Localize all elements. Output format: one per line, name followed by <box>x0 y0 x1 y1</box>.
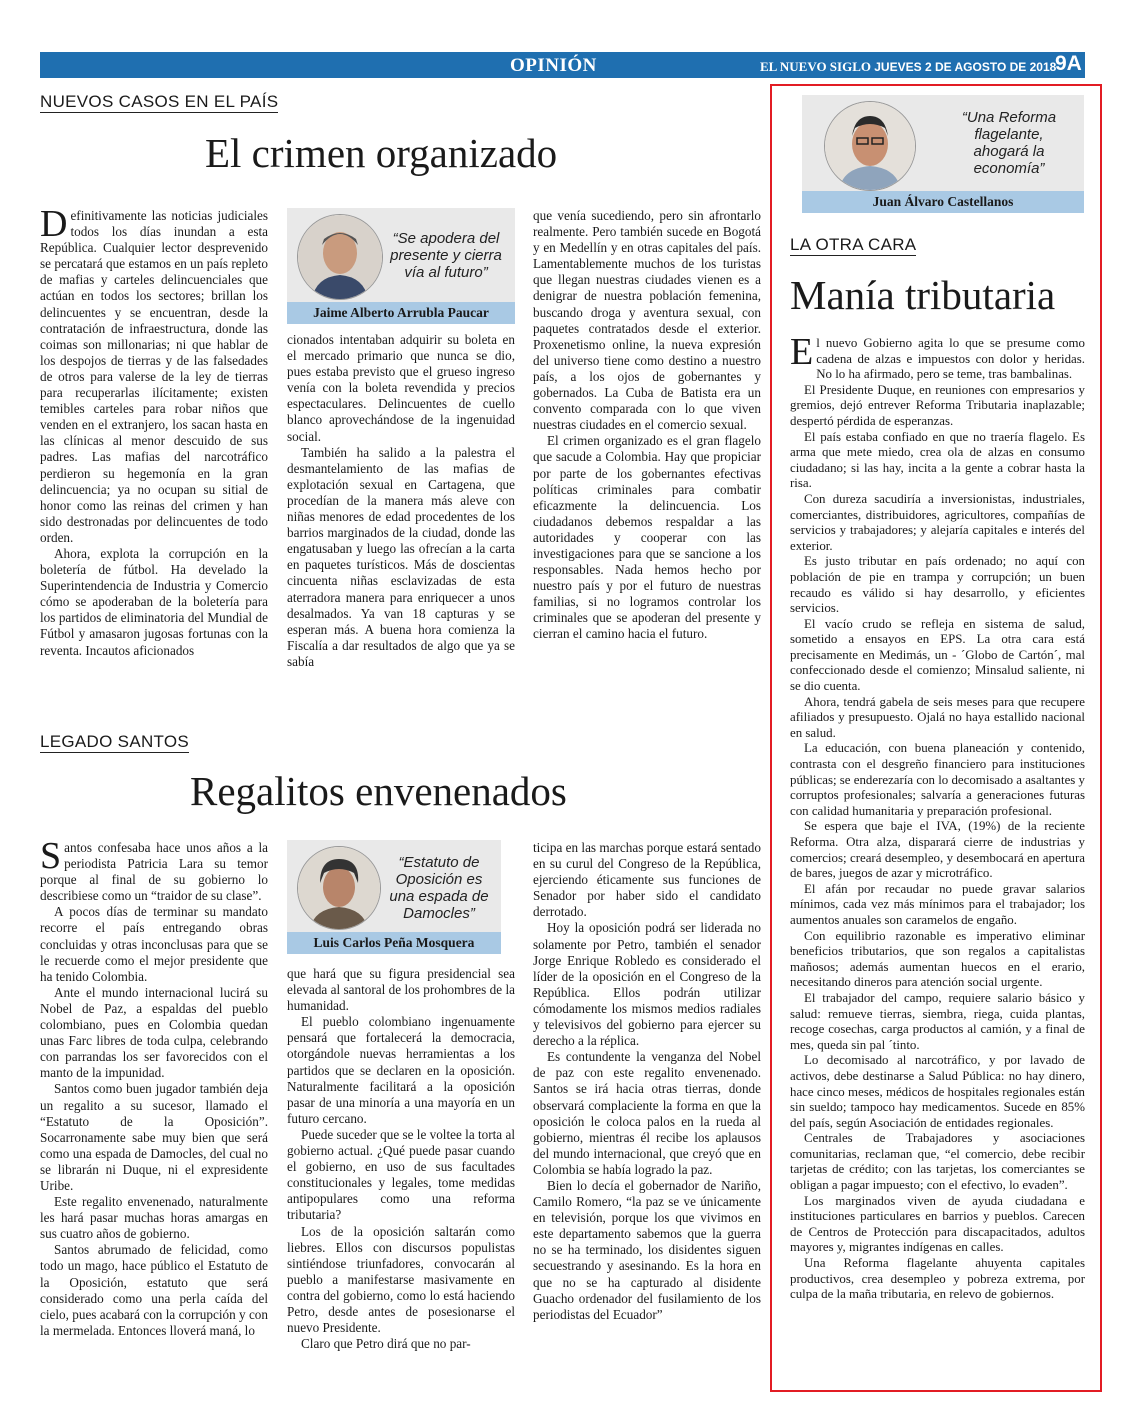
article2-kicker: LEGADO SANTOS <box>40 732 190 751</box>
paragraph: Los de la oposición saltarán como liebres. Ellos con discursos populistas sintiéndose triunfadores, convocarán al pueblo a manifestarse masivamente en contra del gobierno, como lo está haciendo Petro, desde antes de posesionarse el nuevo Presidente. <box>287 1223 515 1336</box>
pull-quote: “Estatuto de Oposición es una espada de Damocles” <box>389 854 489 922</box>
paragraph: Santos como buen jugador también deja un regalito a su sucesor, llamado el “Estatuto de la Oposición”. Socarronamente sabe muy bien que será como una espada de Damocles, del cual no se librarán ni Duque, ni el expresidente Uribe. <box>40 1081 268 1193</box>
section-title: OPINIÓN <box>510 55 597 76</box>
article2-column-2 <box>287 966 515 1360</box>
paragraph: Este regalito envenenado, naturalmente les hará pasar muchas horas amargas en sus cuatro años de gobierno. <box>40 1194 268 1242</box>
paragraph: Es justo tributar en país ordenado; no aquí con población de pie en trampa y corrupción; un buen recaudo es válido si hay desarrollo, y eficientes servicios. <box>790 554 1085 616</box>
paragraph: Una Reforma flagelante ahuyenta capitales productivos, crea desempleo y pobreza extrema, por culpa de la maña tributaria, en relevo de gobiernos. <box>790 1256 1085 1302</box>
paragraph: Ante el mundo internacional lucirá su Nobel de Paz, a espaldas del pueblo colombiano, pues en Colombia quedan unas Farc libres de toda culpa, celebrando con parrandas los ser favorecidos con el manto de la impunidad. <box>40 984 268 1081</box>
paragraph: El crimen organizado es el gran flagelo que sacude a Colombia. Hay que propiciar por parte de los gobernantes efectivas políticas criminales para combatir eficazmente la delincuencia. Los ciudadanos debemos respaldar a las autoridades y cooperar con las investigaciones para que se sancione a los responsables. Nada hemos hecho por nuestro país y por el futuro de nuestras familias, si no logramos controlar los criminales que se apoderan del presente y cierran el camino hacia el futuro. <box>533 433 761 642</box>
paragraph: El país estaba confiado en que no traería flagelo. Es arma que mete miedo, crea ola de alzas en consumo ciudadano; si las hay, incita a la gente a cobrar hasta la risa. <box>790 429 1085 491</box>
paragraph: antos confesaba hace unos años a la periodista Patricia Lara su temor porque al final de su gobierno lo describiese como un “traidor de su clase”. <box>40 840 268 904</box>
pull-quote: “Una Reforma flagelante, ahogará la economía” <box>961 109 1057 177</box>
article2-title: Regalitos envenenados <box>190 768 567 814</box>
masthead-line <box>760 59 1056 75</box>
paragraph: Se espera que baje el IVA, (19%) de la reciente Reforma. Otra alza, disparará cierre de industrias y comercios; creará desempleo, y desembocará en apertura de bares, juegos de azar y microtráfico. <box>790 819 1085 881</box>
paragraph: Los marginados viven de ayuda ciudadana e instituciones particulares en barrios y pueblos. Carecen de Centros de Protección para discapacitados, adultos mayores y, migrantes indígenas en calles. <box>790 1193 1085 1255</box>
article2-column-1 <box>40 840 268 1360</box>
paragraph: Santos abrumado de felicidad, como todo un mago, hace público el Estatuto de la Oposición, estatuto que será considerado como una perla caída del cielo, pues acabará con la corrupción y con la mermelada. Entonces lloverá maná, lo <box>40 1242 268 1338</box>
author-photo <box>824 101 916 191</box>
article1-column-1 <box>40 208 268 676</box>
article1-kicker: NUEVOS CASOS EN EL PAÍS <box>40 92 279 111</box>
paragraph: También ha salido a la palestra el desmantelamiento de las mafias de explotación sexual en Cartagena, que procedían de la manera más aleve con niñas menores de edad procedentes de los barrios marginados de la ciudad, donde las engatusaban y luego las ofrecían a la carta en paquetes turísticos. Más de doscientas cincuenta niñas esclavizadas de esta aterradora manera para enriquecer a unos desalmados. Ya van 18 capturas y se esperan más. A buena hora comienza la Fiscalía a dar resultados de algo que ya se sabía <box>287 444 515 669</box>
dropcap: S <box>40 840 62 877</box>
article3-title: Manía tributaria <box>790 272 1056 318</box>
paragraph: El Presidente Duque, en reuniones con empresarios y gremios, dejó entrever Reforma Tributaria inaplazable; despertó pérdida de esperanzas. <box>790 382 1085 428</box>
article3-body <box>790 336 1085 1352</box>
paragraph: A pocos días de terminar su mandato recorre el país entregando obras concluidas y otras inconclusas para que se le recuerde como el mejor presidente que ha tenido Colombia. <box>40 904 268 984</box>
paragraph: que venía sucediendo, pero sin afrontarlo realmente. Pero también sucede en Bogotá y en Medellín y en otras capitales del país. Lamentablemente muchos de los turistas que llegan nuestras ciudades vienen es a denigrar de nuestra población femenina, buscando droga y aventura sexual, con paquetes contratados desde el exterior. Proxenetismo online, la nueva expresión del universo tiene como destino a nuestro país, a los ojos de gobernantes y gobernados. La Cuba de Batista era un convento comparada con lo que viven nuestras ciudades en el comercio sexual. <box>533 208 761 433</box>
paragraph: Centrales de Trabajadores y asociaciones comunitarias, reclaman que, “el comercio, debe recibir tarjetas de crédito; con las tarjetas, los comerciantes se obligan a pagar impuesto; con el efectivo, lo evaden”. <box>790 1131 1085 1193</box>
paragraph: Lo decomisado al narcotráfico, y por lavado de activos, debe destinarse a Salud Pública: no hay dinero, hace cinco meses, médicos de hospitales regionales están sin sueldo; tampoco hay medicamentos. Sucede en 85% del país, según Asociación de entidades regionales. <box>790 1053 1085 1130</box>
author-photo <box>297 214 383 300</box>
paragraph: Con dureza sacudiría a inversionistas, industriales, comerciantes, distribuidores, agricultores, compañías de servicios y trabajadores; y alejaría capitales e interés del exterior. <box>790 491 1085 553</box>
paragraph: Ahora, tendrá gabela de seis meses para que recupere afiliados y presupuesto. Ojalá no haya estallido nacional en salud. <box>790 694 1085 740</box>
article1-column-3 <box>533 208 761 676</box>
author-photo <box>297 846 381 930</box>
paragraph: Hoy la oposición podrá ser liderada no solamente por Petro, también el senador Jorge Enrique Robledo es considerado el líder de la oposición en el Congreso de la República. Ellos podrán utilizar cómodamente los mismos medios radiales y televisivos del gobierno para ejercer su derecho a la réplica. <box>533 920 761 1049</box>
paragraph: Bien lo decía el gobernador de Nariño, Camilo Romero, “la paz se ve únicamente en televisión, porque los que vivimos en este departamento sabemos que la guerra no se ha terminado, los disidentes siguen secuestrando y asesinando. Es la hora en que no se ha capturado al disidente Guacho ordenador del fusilamiento de los periodistas del Ecuador” <box>533 1177 761 1322</box>
paragraph: efinitivamente las noticias judiciales todos los días inundan a esta República. Cualquier lector desprevenido se percatará que estamos en un país repleto de mafias y carteles delincuenciales que actúan en todos los sectores; brillan los delincuentes y se encuentran, desde la contratación de infraestructura, donde las coimas son millonarias; ni que hablar de los despojos de tierras y de las falsedades de otros para valerse de la ley de tierras para recuperarlas ilícitamente; existen temibles carteles para robar niños que venden en el extranjero, los sacan hasta en las clínicas al menor descuido de sus padres. Las mafias del narcotráfico perdieron su hegemonía en la gran delincuencia; ya no ocupan su sitial de honor como las reinas del crimen y han sido destronadas por delincuentes de todo orden. <box>40 208 268 545</box>
paper-name: EL NUEVO SIGLO <box>760 59 871 74</box>
author-box-3 <box>802 95 1084 213</box>
article2-column-3 <box>533 840 761 1360</box>
paragraph: El trabajador del campo, requiere salario básico y salud: remueve tierras, siembra, riega, cuida plantas, recoge cosechas, carga productos al camión, y a final de mes, queda sin pal ´tinto. <box>790 990 1085 1052</box>
paragraph: El vacío crudo se refleja en sistema de salud, sometido a ensayos en EPS. La otra cara está precisamente en Medimás, un - ´Globo de Cartón´, mal confeccionado desde el comienzo; Minsalud saliente, ni se dio cuenta. <box>790 616 1085 694</box>
page-number: 9A <box>1055 52 1082 75</box>
paragraph: El afán por recaudar no puede gravar salarios mínimos, cada vez más mínimos para el trabajador; los aumentos anuales son caramelos de engaño. <box>790 881 1085 927</box>
author-name: Luis Carlos Peña Mosquera <box>287 932 501 954</box>
paragraph: Con equilibrio razonable es imperativo eliminar beneficios tributarios, que son regalos a capitalistas mañosos; además aumentan huecos en el erario, necesitando dineros para atención social urgente. <box>790 928 1085 990</box>
paragraph: cionados intentaban adquirir su boleta en el mercado primario que nunca se dio, pues estaba previsto que el grueso ingreso venía con la boleta revendida y precios espectaculares. Delincuentes de cuello blanco aprovechándose de la ingenuidad social. <box>287 332 515 444</box>
article3-kicker: LA OTRA CARA <box>790 235 917 254</box>
paragraph: El pueblo colombiano ingenuamente pensará que fortalecerá la democracia, otorgándole nuevas herramientas a los partidos que se declaren en la oposición. Naturalmente facilitará a la oposición pasar de una minoría a una mayoría en un futuro cercano. <box>287 1014 515 1126</box>
dropcap: E <box>790 336 814 373</box>
paragraph: Claro que Petro dirá que no par- <box>301 1336 471 1352</box>
author-box-2 <box>287 840 501 954</box>
paragraph: Puede suceder que se le voltee la torta al gobierno actual. ¿Qué puede pasar cuando el gobierno, en uso de sus facultades constitucionales y legales, tome medidas antipopulares como una reforma tributaria? <box>287 1126 515 1223</box>
paragraph: l nuevo Gobierno agita lo que se presume como cadena de alzas e impuestos con dolor y heridas. No lo ha afirmado, pero se teme, tras bambalinas. <box>816 336 1085 382</box>
paragraph: Ahora, explota la corrupción en la boletería de fútbol. Ha develado la Superintendencia de Industria y Comercio cómo se apoderaban de la boletería para los partidos de eliminatoria del Mundial de Fútbol y amasaron jugosas fortunas con la reventa. Incautos aficionados <box>40 545 268 658</box>
paragraph: La educación, con buena planeación y contenido, contrasta con el desgreño financiero para instituciones públicas; se enderezaría con lo decomisado a asaltantes y corruptos profesionales; salvaría a generaciones futuras con calidad humanitaria y preparación profesional. <box>790 741 1085 818</box>
dropcap: D <box>40 208 68 245</box>
author-box-1 <box>287 208 515 324</box>
article1-column-2 <box>287 332 515 676</box>
author-name: Jaime Alberto Arrubla Paucar <box>287 302 515 324</box>
author-name: Juan Álvaro Castellanos <box>802 191 1084 213</box>
paragraph: Es contundente la venganza del Nobel de paz con este regalito envenenado. Santos se irá hacia otras tierras, donde observará complaciente la forma en que la oposición le coloca palos en la rueda al gobierno, mientras él recibe los aplausos del mundo internacional, que creyó que en Colombia se había logrado la paz. <box>533 1049 761 1177</box>
article1-title: El crimen organizado <box>205 130 558 176</box>
issue-date: JUEVES 2 DE AGOSTO DE 2018 <box>874 60 1057 74</box>
paragraph: que hará que su figura presidencial sea elevada al santoral de los prohombres de la humanidad. <box>287 966 515 1014</box>
paragraph: ticipa en las marchas porque estará sentado en su curul del Congreso de la República, ejerciendo éticamente sus funciones de Senador por haber sido el candidato derrotado. <box>533 840 761 920</box>
pull-quote: “Se apodera del presente y cierra vía al futuro” <box>390 230 502 281</box>
